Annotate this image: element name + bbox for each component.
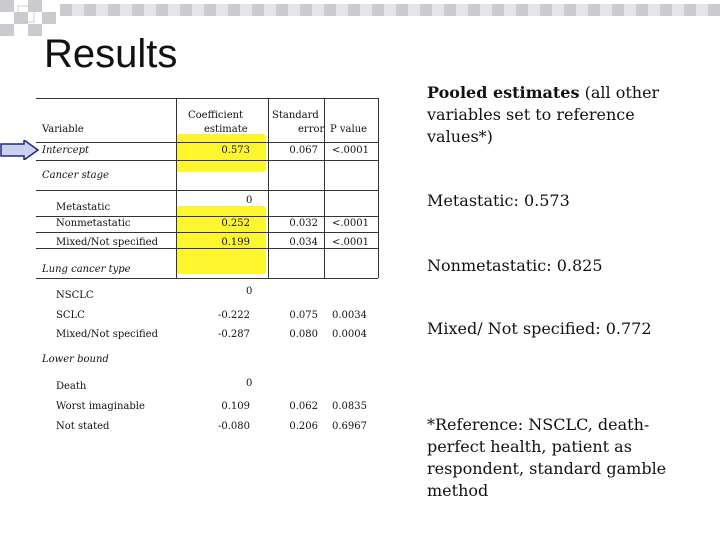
row-p-mixed-stage: <.0001 — [332, 237, 370, 248]
row-coef-metastatic: 0 — [246, 195, 253, 206]
row-label-sclc: SCLC — [56, 310, 85, 321]
row-p-nonmetastatic: <.0001 — [332, 218, 370, 229]
table-col-rule — [268, 98, 269, 278]
header-standard-error-line1: Standard — [272, 110, 319, 121]
pooled-metastatic: Metastatic: 0.573 — [427, 191, 570, 210]
header-coefficient-line1: Coefficient — [188, 110, 244, 121]
row-label-nsclc: NSCLC — [56, 290, 94, 301]
row-label-metastatic: Metastatic — [56, 202, 111, 213]
row-label-mixed-type: Mixed/Not specified — [56, 329, 158, 340]
pooled-mixed: Mixed/ Not specified: 0.772 — [427, 319, 652, 338]
row-se-not-stated: 0.206 — [289, 421, 318, 432]
pooled-nonmetastatic: Nonmetastatic: 0.825 — [427, 256, 603, 275]
row-p-mixed-type: 0.0004 — [332, 329, 367, 340]
pooled-heading-bold: Pooled estimates — [427, 83, 580, 102]
table-rule — [36, 232, 378, 233]
row-coef-death: 0 — [246, 378, 253, 389]
row-coef-not-stated: -0.080 — [217, 421, 250, 432]
row-label-lower-bound: Lower bound — [42, 354, 109, 365]
table-rule — [36, 190, 378, 191]
reference-footnote: *Reference: NSCLC, death-perfect health, patient as respondent, standard gamble method — [427, 415, 667, 500]
row-coef-nonmetastatic: 0.252 — [221, 218, 250, 229]
pooled-estimates-heading — [427, 82, 687, 148]
row-se-mixed-stage: 0.034 — [289, 237, 318, 248]
row-p-worst-imaginable: 0.0835 — [332, 401, 367, 412]
row-coef-worst-imaginable: 0.109 — [221, 401, 250, 412]
row-coef-mixed-type: -0.287 — [217, 329, 250, 340]
table-rule — [36, 160, 378, 161]
row-se-nonmetastatic: 0.032 — [289, 218, 318, 229]
row-coef-intercept: 0.573 — [221, 145, 250, 156]
header-variable: Variable — [42, 124, 84, 135]
slide-title: Results — [44, 32, 178, 76]
row-se-mixed-type: 0.080 — [289, 329, 318, 340]
regression-table — [36, 98, 378, 448]
row-coef-sclc: -0.222 — [217, 310, 250, 321]
row-coef-mixed-stage: 0.199 — [221, 237, 250, 248]
row-se-sclc: 0.075 — [289, 310, 318, 321]
header-standard-error-line2: error — [298, 124, 325, 135]
header-coefficient-line2: estimate — [204, 124, 248, 135]
header-p-value: P value — [330, 124, 368, 135]
row-se-intercept: 0.067 — [289, 145, 318, 156]
pointer-arrow-icon — [0, 140, 40, 160]
row-label-cancer-stage: Cancer stage — [42, 170, 109, 181]
row-label-not-stated: Not stated — [56, 421, 110, 432]
row-label-lung-cancer-type: Lung cancer type — [42, 264, 131, 275]
row-label-nonmetastatic: Nonmetastatic — [56, 218, 131, 229]
row-label-intercept: Intercept — [42, 145, 90, 156]
row-p-intercept: <.0001 — [332, 145, 370, 156]
row-p-not-stated: 0.6967 — [332, 421, 367, 432]
table-bottom-rule — [36, 278, 378, 279]
row-p-sclc: 0.0034 — [332, 310, 367, 321]
table-top-rule — [36, 98, 378, 99]
table-header-rule — [36, 142, 378, 143]
pooled-heading-rest: (all other variables set to reference values*) — [427, 83, 660, 146]
table-right-rule — [378, 98, 379, 278]
row-label-mixed-stage: Mixed/Not specified — [56, 237, 158, 248]
row-se-worst-imaginable: 0.062 — [289, 401, 318, 412]
row-coef-nsclc: 0 — [246, 286, 253, 297]
table-rule — [36, 216, 378, 217]
table-col-rule — [176, 98, 177, 278]
row-label-worst-imaginable: Worst imaginable — [56, 401, 145, 412]
table-rule — [36, 248, 378, 249]
row-label-death: Death — [56, 381, 87, 392]
